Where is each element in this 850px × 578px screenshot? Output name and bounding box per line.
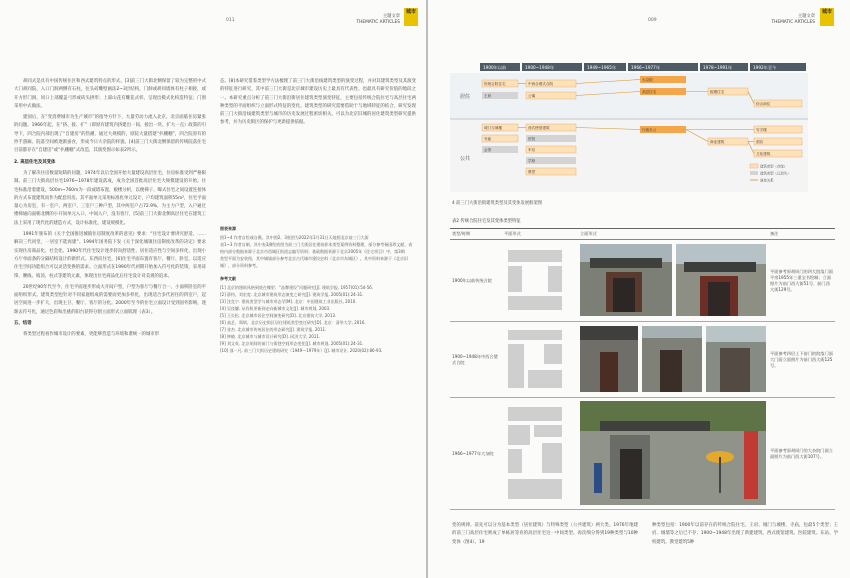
refs-title: 参考文献 xyxy=(220,276,236,281)
note-cell: 平面参考原胡同门的大杂院门面立面照片为前门西大街107号。 xyxy=(768,398,835,510)
type-box-label: 行政办公 xyxy=(642,128,657,132)
period-label: 1992年至今 xyxy=(753,65,777,70)
reference-item: [4] 吴良镛. 从有机更新到走向新城市文化[J]. 城市规划, 2003. xyxy=(220,306,331,311)
gate-photos xyxy=(580,244,766,316)
type-box-label: 车站 xyxy=(528,148,536,152)
header-line1: 主题文章 xyxy=(382,14,400,19)
type-box-label: 王府 xyxy=(484,94,492,98)
type-box-label: 板楼住宅 xyxy=(710,90,725,94)
type-box-label: 城门与城楼 xyxy=(484,126,502,130)
reference-item: [10] 邵一凡. 前三门大街历史建筑研究（1949—1979年）[J]. 城市设计, 2020(02):86-93. xyxy=(220,348,383,353)
photo-cell xyxy=(578,240,768,322)
header-left-page xyxy=(340,14,400,26)
note-cell: 平面参考原胡同门的四大院落门面平房1955年三重宝书绘制；立面照片为前门西大街51号、前门西大街129号。 xyxy=(768,240,835,322)
header-line2: THEMATIC ARTICLES xyxy=(771,20,815,25)
source-item: 图1~4 作者自绘或自摄。其中图2、3底图为2022年3月31日天地图北京前三门大街 xyxy=(220,235,369,240)
type-box-label: 商业建筑 xyxy=(710,140,725,144)
plan-cell xyxy=(502,398,578,510)
period-label: 1966~1977年 xyxy=(631,65,661,70)
section-heading: 五、结语 xyxy=(14,321,32,327)
type-box-label: 会馆 xyxy=(484,148,492,152)
type-box-label: 传统合院住宅 xyxy=(484,82,506,86)
table-header: 立面形式 xyxy=(578,229,768,240)
courtyard-plan xyxy=(504,326,566,392)
page-number-right: 009 xyxy=(648,18,657,23)
legend-label: 建筑类型（存续） xyxy=(760,164,788,169)
paragraph: 20世纪90年代至今，住宅平面逐步形成大开间户型，户型为客厅与餐厅合一，小面积卧室的平面组织形式。建筑类型也针对不同家庭组成的需要而更加多样化，出现适合多代居住的四室户，起居空间进一步扩大，出现主卫、餐厅、客厅的分化。2000年至今的住宅立面设计受到国外影响，逐渐去符号化，通过色彩和出挑的阳台获得分割立面形式立面肌理（表3）。 xyxy=(14,284,206,315)
paragraph: 建国后，在“变消费城市为生产城市”的指导方针下，大量劳动力流入北京，北京面临住房紧张的问题。1966年起，在“挤、接、扩”（即原有建筑内挤建出一间、接出一块、扩大一点）政策的引导下，四合院内部出现了“自建房”的热潮，通过大规模的，原院大量搭建“扒棚棚”，四合院原有的抄手游廊、院落空间被逐渐蚕食，形成今日大杂院的样貌。[4]前三门大街北侧保留的传统院落住宅目前都存在“自建房”或“扒棚棚”式改造，其演变图示如表2所示。 xyxy=(14,115,206,154)
types-table xyxy=(450,228,835,510)
reference-item: [6] 高艺、郑炳、北京历史街区居住建筑类型变迁研究[D]. 北京：清华大学, 2016. xyxy=(220,320,366,325)
header-line2: THEMATIC ARTICLES xyxy=(356,20,400,25)
left-column-1 xyxy=(14,78,206,343)
type-box-label: 综合商住 xyxy=(756,102,771,106)
paragraph: 将类型过程看作城市设计的要素，更能够营造与环境和谐统一的城市形 xyxy=(23,332,160,338)
type-box-label: 文化建筑 xyxy=(756,152,771,156)
row-label-public: 公共 xyxy=(460,156,471,162)
type-box-label: 中西合璧式合院 xyxy=(528,82,554,86)
header-right-page xyxy=(753,14,815,26)
row-label-residential: 居住 xyxy=(460,94,471,100)
period-label: 1949~1965年 xyxy=(587,65,617,70)
photo-cell xyxy=(578,322,768,398)
period-cell: 1900年以前传统合院 xyxy=(450,240,502,322)
left-column-2 xyxy=(220,78,416,131)
references-block xyxy=(220,222,416,354)
table-header: 平面形式 xyxy=(502,229,578,240)
right-bottom-column-1 xyxy=(452,522,638,550)
type-box-label: 医院 xyxy=(528,137,536,141)
paragraph: 胡同式是具有中国传统住区和西式建筑特点的形式。[3]前三门大街北侧保留了较为完整的中式大门胡同院、入口门洞两侧有石柱，往头砖雕壁画法2~3层结构，门洞或胡同墙体有柱子相接，或开方形门洞，同口上部覆盖弓形或砖头拱形；上部山花有雕花式样，呈现出模式化构造特征；门窗采用中式做法。 xyxy=(14,79,206,109)
type-evolution-diagram xyxy=(450,60,830,195)
courtyard-plan xyxy=(504,246,566,314)
right-bottom-column-2 xyxy=(652,522,838,550)
period-label: 1900年以前 xyxy=(483,65,507,70)
type-box-label: 酒店 xyxy=(756,140,764,144)
period-label: 1978~1991年 xyxy=(703,65,733,70)
legend-label: 演变关系 xyxy=(760,178,774,183)
table-header: 备注 xyxy=(768,229,835,240)
type-box-label: 公寓 xyxy=(528,94,536,98)
plan-cell xyxy=(502,240,578,322)
paragraph: 1991年颁布的《关于全国推进城镇住房制度改革的意见》要求：“住宅设计要讲究舒适、……解决三代同堂，一居室不能再建”。1994年国务院下发《关于深化城镇住房制度改革的决定》要求实现住房商品化、社会化。1990年代住宅设计逐步转向舒适性、居住适应性与空间多样化，出现小方厅单面条的分隔结构设计的新形式。东西向住宅，[6]住宅平面布置有客厅、餐厅、卧室，以适应住宅空间功能组合可以灵活变换的需求。立面形式在1990年代初期开始加入符号化的装饰，采用砖饰、腰线、坡顶、柱式等建筑元素，体现出住宅商品化后住宅设计对美观的追求。 xyxy=(14,232,206,279)
magazine-logo: 城市 xyxy=(820,8,834,26)
reference-item: [5] 王长松. 北京城市居住空间演变研究[D]. 北京建筑大学, 2013. xyxy=(220,313,337,318)
figure-caption: 4 前三门大街沿街建筑类型及其变体发展框架图 xyxy=(452,201,543,206)
compound-plan xyxy=(504,403,566,503)
paragraph: 态。[8]本研究借鉴类型学方法梳理了前三门大街沿线建筑类型的演变过程，并对其建筑类型及其演变的特征进行研究，其中前三门大街是北京城市建设历史上最具有代表性、也最具有研究价值的地段之一。本研究重点分析了前三门大街沿街居住建筑类型演变特征，主要包括传统合院住宅与高层住宅两种类型的平面组织与立面形式特征的变化。建筑类型的研究需要借助于与地域特征的结合，研究发现前三门大街沿线建筑类型与城市的历史发展过程密切相关。可以为北京旧城的居住建筑类型研究提供参考，并为历史街区的保护与更新提供依据。 xyxy=(220,79,416,126)
reference-item: [1] 北京的建筑风格到底在哪里：“品牌建设”问题研究[J]. 建筑学报, 1957(01):54-56. xyxy=(220,285,374,290)
type-box-label: 学校 xyxy=(528,159,536,163)
type-box-label: 高层住宅 xyxy=(642,90,657,94)
type-box-label: 西式使馆建筑 xyxy=(528,126,550,130)
table-row xyxy=(450,322,835,398)
street-photo xyxy=(580,401,766,505)
table-row xyxy=(450,398,835,510)
paragraph: 为了解决住房数量短缺的问题，1974年以后全国开始大量建设高层住宅，住房标准受到严格限制。前三门大街高层住宅1976~1978年建设落成，成为全国首批高层住宅大规模建设的开始。住宅标准沿着建设，500m~760m为一段或塔布置，板楼分析，以便梯子、曝式住宅之间设置连接体的方式布置建筑而作为配套用房。其平面单元采用标准化单元设计，户均建筑面积55m²，住宅平面量心为房室，有一室户、两室户、三室户三种户型，其中两室户占72.9%，为主力户型，入户通过楼梯通向面朝北侧的小开间单元入口，中间入户，没有客厅，[5]前三门大街北侧高层住宅在建筑工法上采用了现代化的建造方式，设计标准化，建设规模化。 xyxy=(14,170,206,226)
reference-item: [8] 钟晓. 北京城市与城市设计研究[D]. 同济大学, 2011. xyxy=(220,334,321,339)
facade-photos xyxy=(580,326,766,392)
paragraph: 变的规律。前先可以分为基本类型（居住建筑）与特殊类型（公共建筑）两大类。1976年地建的前三门高层住宅则成了单栋居等业的高层住宅这一中间类型。再次细分得到19种类型与10种变体（图4）。19 xyxy=(452,523,638,545)
period-label: 1900~1948年 xyxy=(525,65,555,70)
reference-item: [9] 刘文英. 北京胡同的前门与街巷空间形态变化[J]. 城市规划, 2005(01):24-31. xyxy=(220,341,364,346)
reference-item: [2] 薛钧、刘宏宽. 北京城市建筑形态演变之研究[J]. 建筑学报, 2005(01):24-31. xyxy=(220,292,364,297)
section-heading: 2. 高层住宅及其变体 xyxy=(14,159,56,165)
source-item: 类型平面为安装图，其中城墙部分参考北京古代城市建设史料（北京市东城区）。其中资料来源于《北京旧城》，部分资料参考。 xyxy=(220,256,408,268)
magazine-logo: 城市 xyxy=(404,8,418,26)
period-cell: 1966~1977年大杂院 xyxy=(450,398,502,510)
reference-item: [7] 张杰. 北京城市传统居住的形态研究[J]. 建筑学报, 2011. xyxy=(220,327,327,332)
type-box-label: 写字楼 xyxy=(756,128,767,132)
period-cell: 1900~1948年中西合璧式合院 xyxy=(450,322,502,398)
type-box-label: 大杂院 xyxy=(642,78,653,82)
header-line1: 主题文章 xyxy=(797,14,815,19)
note-cell: 平面参考四层上下前门的院落门面大门面立面照片为前门西大街125号。 xyxy=(768,322,835,398)
page-number-left: 011 xyxy=(226,18,235,23)
table-caption: 表2 传统合院住宅及其变体类型特征 xyxy=(452,219,521,224)
legend-label: 建筑类型（已消失） xyxy=(760,171,791,176)
table-header: 类型/时期 xyxy=(450,229,502,240)
type-box-label: 寺庙 xyxy=(484,137,492,141)
type-box-label: 教堂 xyxy=(528,170,536,174)
source-title: 图表来源 xyxy=(220,226,236,231)
photo-cell xyxy=(578,398,768,510)
reference-item: [3] 沈克宁. 建筑类型学与城市形态学[M]. 北京：中国建筑工业出版社, 2010. xyxy=(220,299,357,304)
source-item: 表1~3 作者自制，其中表3测绘底图为前三门大街居住建筑样本类型案例资料整理，部分参考杨国珍文献。表格内部分数据来源于北京市西城区街道志编写资料；基础数据来源于北京2005年《住宅项目》中，第3期 xyxy=(220,242,413,254)
plan-cell xyxy=(502,322,578,398)
table-row xyxy=(450,240,835,322)
paragraph: 种类型包括：1900年以前存在的传统合院住宅、王府、城门与城楼、寺庙，包最5个类型；王府、城墙等之后已不存；1900~1948年出现了新建建筑、西式使馆建筑、医院建筑、东站、学校建筑、教堂建筑5种 xyxy=(652,523,838,545)
